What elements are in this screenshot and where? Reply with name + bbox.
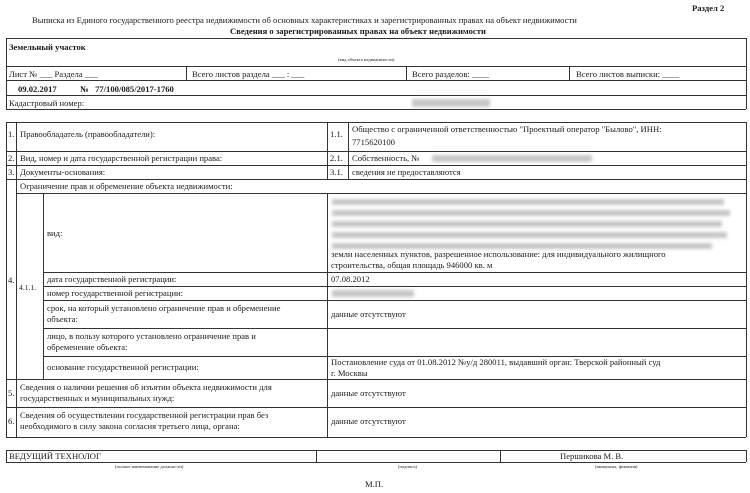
sheets-total: Всего листов выписки: ____ [576, 69, 680, 79]
signer-name: Першикова М. В. [560, 451, 624, 461]
row5-label-cont: государственных и муниципальных нужд: [20, 393, 175, 403]
kind-redacted-line [332, 221, 722, 227]
signer-position: ВЕДУЩИЙ ТЕХНОЛОГ [9, 451, 101, 461]
row6-label-cont: необходимого в силу закона согласия третьего лица, органа: [20, 421, 240, 431]
document-subtitle: Сведения о зарегистрированных правах на объект недвижимости [230, 26, 486, 36]
encumbrance-label: Ограничение прав и обременение объекта недвижимости: [20, 181, 233, 191]
cadastral-label: Кадастровый номер: [9, 98, 85, 108]
cadastral-number-redacted [412, 99, 490, 107]
reg-number-label: номер государственной регистрации: [47, 288, 184, 298]
row5-number: 5. [8, 388, 15, 398]
sheet-number: Лист № ___ Раздела ___ [9, 69, 98, 79]
row6-value: данные отсутствуют [331, 416, 406, 426]
row6-label: Сведения об осуществлении государственной регистрации прав без [20, 410, 269, 420]
row3-number: 3. [8, 167, 15, 177]
row1-number: 1. [8, 129, 15, 139]
row1-label: Правообладатель (правообладатели): [20, 129, 156, 139]
row4-number: 4. [8, 275, 15, 285]
sheets-in-section: Всего листов раздела ___ : ___ [192, 69, 305, 79]
row3-label: Документы-основания: [20, 167, 106, 177]
row2-label: Вид, номер и дата государственной регистрации права: [20, 153, 223, 163]
row5-value: данные отсутствуют [331, 388, 406, 398]
term-label-cont: объекта: [47, 314, 78, 324]
kind-label: вид: [47, 228, 63, 238]
kind-redacted-line [332, 199, 724, 205]
row2-number: 2. [8, 153, 15, 163]
row3-sub: 3.1. [330, 167, 343, 177]
row1-sub: 1.1. [330, 129, 343, 139]
kind-redacted-line [332, 210, 730, 216]
extract-number: № 77/100/085/2017-1760 [80, 84, 174, 94]
row5-label: Сведения о наличии решения об изъятии объекта недвижимости для [20, 382, 272, 392]
position-caption: (полное наименование должности) [115, 464, 184, 469]
term-value: данные отсутствуют [331, 309, 406, 319]
basis-label: основание государственной регистрации: [47, 362, 199, 372]
row4-sub: 4.1.1. [19, 283, 37, 292]
extract-date: 09.02.2017 [18, 84, 57, 94]
kind-value-cont: строительства, общая площадь 946000 кв. м [331, 260, 493, 270]
reg-number-redacted [332, 290, 414, 297]
row2-sub: 2.1. [330, 153, 343, 163]
owner-inn: 7715620100 [352, 137, 395, 147]
object-type: Земельный участок [9, 42, 86, 52]
row6-number: 6. [8, 416, 15, 426]
basis-value: Постановление суда от 01.08.2012 №у/д 280011, выдавший орган: Тверской районный суд [331, 357, 661, 367]
right-number-redacted [432, 155, 592, 162]
right-type: Собственность, № [352, 153, 420, 163]
reg-date-label: дата государственной регистрации: [47, 274, 177, 284]
name-caption: (инициалы, фамилия) [595, 464, 638, 469]
owner-name: Общество с ограниченной ответственностью "Проектный оператор "Былово", ИНН: [352, 124, 662, 134]
documents-value: сведения не предоставляются [352, 167, 461, 177]
section-number: Раздел 2 [692, 3, 725, 13]
signature-caption: (подпись) [398, 464, 418, 469]
beneficiary-label-cont: обременение объекта: [47, 342, 128, 352]
basis-value-cont: г. Москвы [331, 368, 368, 378]
object-type-caption: (вид объекта недвижимости) [338, 57, 395, 62]
kind-redacted-line [332, 232, 727, 238]
document-title: Выписка из Единого государственного реестра недвижимости об основных характеристиках и зарегистрированных правах на объект недвижимости [32, 15, 577, 25]
sections-total: Всего разделов: ____ [412, 69, 490, 79]
beneficiary-label: лицо, в пользу которого установлено ограничение прав и [47, 331, 256, 341]
reg-date-value: 07.08.2012 [331, 274, 370, 284]
term-label: срок, на который установлено ограничение прав и обременение [47, 303, 281, 313]
kind-value: земли населенных пунктов, разрешенное использование: для индивидуального жилищного [331, 249, 666, 259]
stamp-place: М.П. [365, 479, 384, 489]
